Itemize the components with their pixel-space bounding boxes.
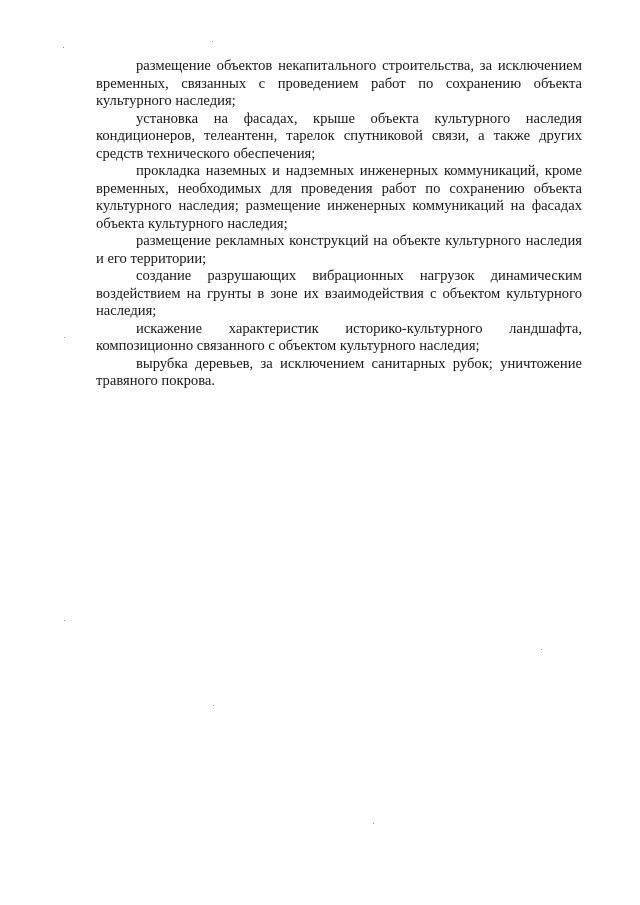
- document-body: [96, 58, 582, 391]
- restriction-paragraph: искажение характеристик историко-культурного ландшафта, композиционно связанного с объектом культурного наследия;: [96, 320, 582, 354]
- restriction-paragraph: размещение объектов некапитального строительства, за исключением временных, связанных с проведением работ по сохранению объекта культурного наследия;: [96, 58, 582, 109]
- scan-speck: [64, 337, 65, 338]
- restriction-paragraph: установка на фасадах, крыше объекта культурного наследия кондиционеров, телеантенн, тарелок спутниковой связи, а также других средств технического обеспечения;: [96, 110, 582, 162]
- scan-speck: [213, 705, 214, 706]
- scan-speck: [64, 620, 65, 621]
- scan-speck: [541, 649, 542, 650]
- restriction-paragraph: прокладка наземных и надземных инженерных коммуникаций, кроме временных, необходимых для проведения работ по сохранению объекта культурного наследия; размещение инженерных коммуникаций на фасадах объекта культурного наследия;: [96, 163, 582, 232]
- scan-speck: [212, 41, 213, 42]
- restriction-paragraph: создание разрушающих вибрационных нагрузок динамическим воздействием на грунты в зоне их взаимодействия с объектом культурного наследия;: [96, 268, 582, 319]
- restriction-paragraph: вырубка деревьев, за исключением санитарных рубок; уничтожение травяного покрова.: [96, 355, 582, 389]
- restriction-paragraph: размещение рекламных конструкций на объекте культурного наследия и его территории;: [96, 233, 582, 267]
- scan-speck: [63, 47, 64, 48]
- scan-speck: [373, 823, 374, 824]
